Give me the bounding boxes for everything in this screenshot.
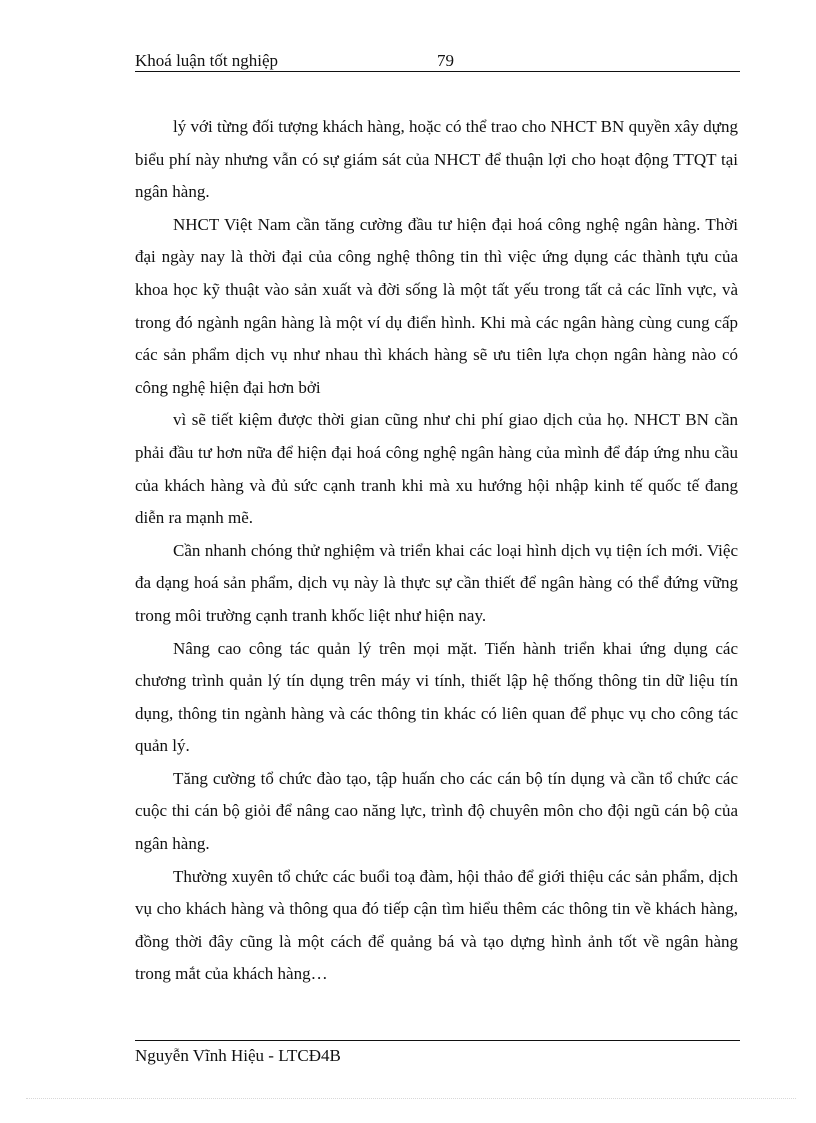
footer-author: Nguyễn Vĩnh Hiệu - LTCĐ4B xyxy=(135,1046,341,1065)
paragraph-1: lý với từng đối tượng khách hàng, hoặc có thể trao cho NHCT BN quyền xây dựng biểu phí này nhưng vẫn có sự giám sát của NHCT để thuận lợi cho hoạt động TTQT tại ngân hàng. xyxy=(135,117,738,202)
document-body xyxy=(135,111,738,991)
paragraph-2: NHCT Việt Nam cần tăng cường đầu tư hiện đại hoá công nghệ ngân hàng. Thời đại ngày nay là thời đại của công nghệ thông tin thì việc ứng dụng các thành tựu của khoa học kỹ thuật vào sản xuất và đời sống là một tất yếu trong tất cả các lĩnh vực, và trong đó ngành ngân hàng là một ví dụ điển hình. Khi mà các ngân hàng cùng cung cấp các sản phẩm dịch vụ như nhau thì khách hàng sẽ ưu tiên lựa chọn ngân hàng nào có công nghệ hiện đại hơn bởi xyxy=(135,214,738,397)
page-header xyxy=(135,49,740,72)
footer-divider xyxy=(135,1040,740,1041)
header-title: Khoá luận tốt nghiệp xyxy=(135,51,279,70)
paragraph-4: Cần nhanh chóng thử nghiệm và triển khai các loại hình dịch vụ tiện ích mới. Việc đa dạng hoá sản phẩm, dịch vụ này là thực sự cần thiết để ngân hàng có thể đứng vững trong môi trường cạnh tranh khốc liệt như hiện nay. xyxy=(135,540,738,625)
paragraph-3: vì sẽ tiết kiệm được thời gian cũng như chi phí giao dịch của họ. NHCT BN cần phải đầu tư hơn nữa để hiện đại hoá công nghệ ngân hàng của mình để đáp ứng nhu cầu của khách hàng và đủ sức cạnh tranh khi mà xu hướng hội nhập kinh tế quốc tế đang diễn ra mạnh mẽ. xyxy=(135,410,738,528)
paragraph-7: Thường xuyên tổ chức các buổi toạ đàm, hội thảo để giới thiệu các sản phẩm, dịch vụ cho khách hàng và thông qua đó tiếp cận tìm hiểu thêm các thông tin về khách hàng, đồng thời đây cũng là một cách để quảng bá và tạo dựng hình ảnh tốt về ngân hàng trong mắt của khách hàng… xyxy=(135,866,738,984)
page-number: 79 xyxy=(437,51,454,70)
page-bottom-edge xyxy=(26,1098,796,1099)
paragraph-6: Tăng cường tổ chức đào tạo, tập huấn cho các cán bộ tín dụng và cần tổ chức các cuộc thi cán bộ giỏi để nâng cao năng lực, trình độ chuyên môn cho đội ngũ cán bộ của ngân hàng. xyxy=(135,768,738,854)
paragraph-5: Nâng cao công tác quản lý trên mọi mặt. Tiến hành triển khai ứng dụng các chương trình quản lý tín dụng trên máy vi tính, thiết lập hệ thống thông tin dữ liệu tín dụng, thông tin ngành hàng và các thông tin khác có liên quan để phục vụ cho công tác quản lý. xyxy=(135,638,738,756)
